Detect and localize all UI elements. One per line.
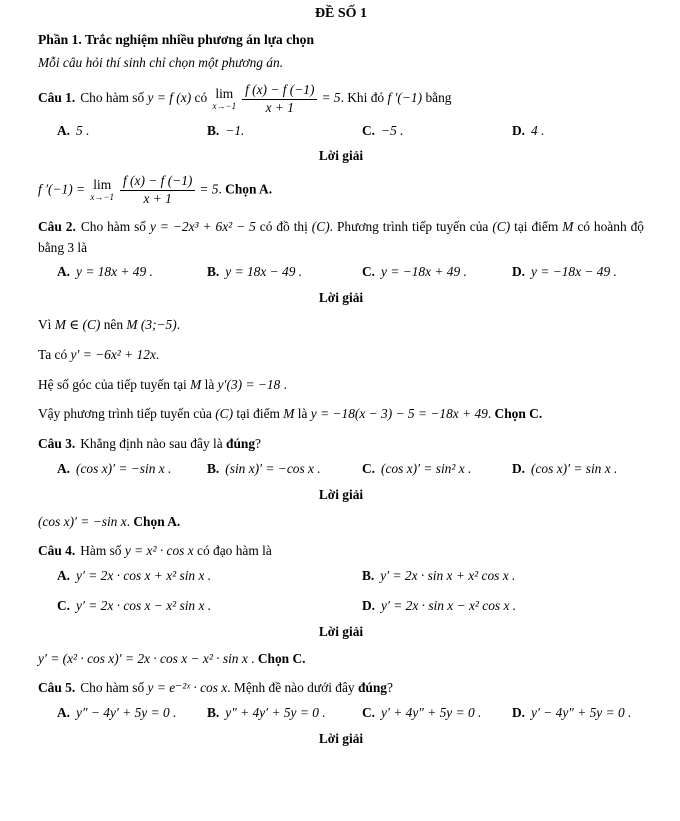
math-run: M (3;−5) — [126, 317, 177, 333]
fraction-numerator: f (x) − f (−1) — [242, 82, 317, 100]
text-run: . — [487, 406, 495, 422]
fraction-numerator: f (x) − f (−1) — [120, 173, 195, 191]
question-2-option-d — [512, 262, 644, 283]
option-a-text: 5 . — [76, 122, 90, 138]
option-c-text: y′ = 2x · cos x − x² sin x . — [76, 597, 212, 613]
option-b-label: B. — [207, 705, 220, 721]
option-d-text: (cos x)′ = sin x . — [531, 460, 618, 476]
math-run: (C) — [215, 406, 234, 422]
option-d-text: 4 . — [531, 122, 545, 138]
option-a-text: y = 18x + 49 . — [76, 264, 153, 280]
text-run: Hàm số — [80, 543, 125, 559]
option-b-label: B. — [207, 122, 220, 138]
question-4-option-d — [362, 596, 644, 617]
text-run: . Phương trình tiếp tuyến của — [329, 218, 493, 234]
limit-name: lim — [215, 86, 234, 101]
option-a-label: A. — [57, 460, 71, 476]
math-run: y = f (x) — [147, 90, 192, 106]
limit-subscript: x→−1 — [212, 101, 237, 112]
math-run: y = −18(x − 3) − 5 = −18x + 49 — [310, 406, 488, 422]
option-c-label: C. — [362, 460, 376, 476]
question-1-label: Câu 1. — [38, 90, 76, 106]
math-run: y′(3) = −18 — [217, 376, 281, 392]
math-run: y = e⁻²ˣ · cos x — [147, 680, 228, 696]
bold-run: Chọn A. — [225, 181, 273, 197]
text-run: có hoành độ bằng 3 là — [38, 218, 644, 255]
question-3-option-b — [207, 459, 362, 480]
question-3-option-d — [512, 459, 644, 480]
question-3-solution — [38, 512, 644, 533]
question-2-option-c — [362, 262, 512, 283]
text-run: có đạo hàm là — [193, 543, 272, 559]
text-run: có đồ thị — [255, 218, 312, 234]
option-b-label: B. — [207, 460, 220, 476]
question-3-option-a — [57, 459, 207, 480]
question-2-solution-line-4 — [38, 404, 644, 425]
text-run: tại điểm — [233, 406, 284, 422]
option-a-label: A. — [57, 705, 71, 721]
text-run: Ta có — [38, 346, 71, 362]
limit-name: lim — [93, 177, 112, 193]
text-run: nên — [100, 317, 127, 333]
question-2-solution-line-1 — [38, 315, 644, 336]
question-1-solution — [38, 173, 644, 208]
question-3 — [38, 434, 644, 532]
math-run: y′ = −6x² + 12x — [70, 346, 156, 362]
text-run: bằng — [422, 90, 452, 106]
option-d-text: y′ = 2x · sin x − x² cos x . — [381, 597, 517, 613]
limit-operator — [213, 87, 237, 112]
text-run: Vì — [38, 317, 55, 333]
option-d-text: y = −18x − 49 . — [531, 264, 617, 280]
question-2-option-a — [57, 262, 207, 283]
option-a-label: A. — [57, 122, 71, 138]
fraction — [120, 173, 195, 208]
text-run: ? — [387, 680, 393, 696]
question-3-text — [80, 436, 261, 451]
question-2-solution-line-3 — [38, 375, 644, 396]
question-3-answers — [38, 459, 644, 480]
question-4-statement — [38, 541, 644, 562]
question-1-option-d — [512, 121, 644, 142]
bold-run: đúng — [226, 436, 256, 452]
option-c-text: y = −18x + 49 . — [381, 264, 467, 280]
question-5-option-a — [57, 703, 207, 724]
math-run: (cos x)′ = −sin x — [38, 513, 127, 529]
option-d-label: D. — [362, 597, 376, 613]
option-c-label: C. — [362, 122, 376, 138]
question-4-option-c — [57, 596, 362, 617]
text-run: Vậy phương trình tiếp tuyến của — [38, 406, 216, 422]
question-5-option-d — [512, 703, 644, 724]
bold-run: Chọn A. — [133, 513, 181, 529]
option-a-label: A. — [57, 568, 71, 584]
math-run: M — [562, 218, 574, 234]
bold-run: Chọn C. — [257, 650, 306, 666]
text-run: . — [280, 376, 287, 392]
text-run: . — [247, 650, 258, 666]
part1-note: Mỗi câu hỏi thí sinh chỉ chọn một phương án. — [38, 55, 284, 70]
text-run: . — [218, 181, 226, 197]
text-run: . Mệnh đề nào dưới đây — [227, 680, 358, 696]
text-run: Hệ số góc của tiếp tuyến tại — [38, 376, 191, 392]
question-2-solution-line-2 — [38, 345, 644, 366]
option-c-text: y′ + 4y″ + 5y = 0 . — [381, 705, 482, 721]
question-2-statement — [38, 217, 644, 259]
option-b-label: B. — [207, 264, 220, 280]
option-d-text: y′ − 4y″ + 5y = 0 . — [531, 705, 632, 721]
option-c-label: C. — [57, 597, 71, 613]
question-1-answers — [38, 121, 644, 142]
limit-operator — [90, 178, 114, 203]
option-d-label: D. — [512, 460, 526, 476]
solution-heading-q3: Lời giải — [318, 486, 364, 502]
question-4 — [38, 541, 644, 669]
text-run: . — [155, 346, 160, 362]
question-2-answers — [38, 262, 644, 283]
question-2 — [38, 217, 644, 425]
math-run: f ′(−1) = — [38, 181, 89, 197]
solution-heading-q4: Lời giải — [318, 623, 364, 639]
option-a-label: A. — [57, 264, 71, 280]
option-c-label: C. — [362, 264, 376, 280]
question-5 — [38, 678, 644, 747]
option-d-label: D. — [512, 122, 526, 138]
question-4-option-a — [57, 566, 362, 587]
question-1-option-c — [362, 121, 512, 142]
math-run: = 5 — [321, 90, 341, 106]
math-run: M ∈ (C) — [54, 317, 101, 333]
question-5-option-b — [207, 703, 362, 724]
option-b-text: y″ + 4y′ + 5y = 0 . — [225, 705, 326, 721]
fraction-denominator: x + 1 — [265, 99, 294, 115]
question-1 — [38, 82, 644, 208]
question-5-text — [80, 680, 393, 695]
question-4-text — [80, 543, 272, 558]
solution-heading-q2: Lời giải — [318, 290, 364, 306]
exam-title: ĐỀ SỐ 1 — [314, 6, 368, 21]
part1-heading: Phần 1. Trắc nghiệm nhiều phương án lựa chọn — [38, 32, 315, 47]
text-run: . — [126, 513, 134, 529]
option-d-label: D. — [512, 264, 526, 280]
option-d-label: D. — [512, 705, 526, 721]
question-4-label: Câu 4. — [38, 543, 76, 559]
question-2-option-b — [207, 262, 362, 283]
question-3-label: Câu 3. — [38, 436, 76, 452]
question-5-answers — [38, 703, 644, 724]
text-run: là — [294, 406, 311, 422]
option-a-text: (cos x)′ = −sin x . — [76, 460, 172, 476]
fraction — [242, 82, 317, 117]
text-run: Cho hàm số — [80, 90, 148, 106]
question-4-answers — [38, 566, 644, 617]
question-1-statement — [38, 82, 644, 117]
option-b-label: B. — [362, 568, 375, 584]
math-run: = 5 — [199, 181, 219, 197]
option-a-text: y′ = 2x · cos x + x² sin x . — [76, 568, 212, 584]
text-run: ? — [255, 436, 261, 452]
limit-subscript: x→−1 — [90, 192, 114, 203]
text-run: Khẳng định nào sau đây là — [80, 436, 226, 452]
question-5-statement — [38, 678, 644, 699]
text-run: Cho hàm số — [80, 680, 148, 696]
option-c-label: C. — [362, 705, 376, 721]
text-run: có — [191, 90, 211, 106]
math-run: f ′(−1) — [387, 90, 423, 106]
question-1-option-b — [207, 121, 362, 142]
option-c-text: (cos x)′ = sin² x . — [381, 460, 472, 476]
math-run: M — [190, 376, 202, 392]
text-run: tại điểm — [510, 218, 563, 234]
question-5-option-c — [362, 703, 512, 724]
text-run: . Khi đó — [340, 90, 388, 106]
solution-heading-q5: Lời giải — [318, 731, 364, 747]
question-1-text — [80, 82, 452, 115]
solution-heading-q1: Lời giải — [318, 148, 364, 164]
bold-run: đúng — [357, 680, 388, 696]
option-b-text: (sin x)′ = −cos x . — [225, 460, 321, 476]
option-b-text: y = 18x − 49 . — [225, 264, 303, 280]
question-1-option-a — [57, 121, 207, 142]
text-run: là — [201, 376, 218, 392]
math-run: y = x² · cos x — [124, 543, 194, 559]
math-run: (C) — [311, 218, 330, 234]
question-3-statement — [38, 434, 644, 455]
math-run: y′ = (x² · cos x)′ = 2x · cos x − x² · sin x — [38, 650, 248, 666]
math-run: y = −2x³ + 6x² − 5 — [149, 218, 256, 234]
question-3-option-c — [362, 459, 512, 480]
question-2-label: Câu 2. — [38, 218, 76, 234]
question-4-option-b — [362, 566, 644, 587]
option-b-text: −1. — [225, 122, 245, 138]
option-a-text: y″ − 4y′ + 5y = 0 . — [76, 705, 177, 721]
text-run: . — [176, 317, 181, 333]
option-c-text: −5 . — [381, 122, 404, 138]
question-4-solution — [38, 649, 644, 670]
math-run: (C) — [492, 218, 511, 234]
option-b-text: y′ = 2x · sin x + x² cos x . — [380, 568, 516, 584]
math-run: M — [283, 406, 295, 422]
question-5-label: Câu 5. — [38, 680, 76, 696]
fraction-denominator: x + 1 — [143, 191, 172, 207]
question-2-text — [38, 219, 644, 255]
bold-run: Chọn C. — [494, 406, 543, 422]
text-run: Cho hàm số — [80, 218, 150, 234]
